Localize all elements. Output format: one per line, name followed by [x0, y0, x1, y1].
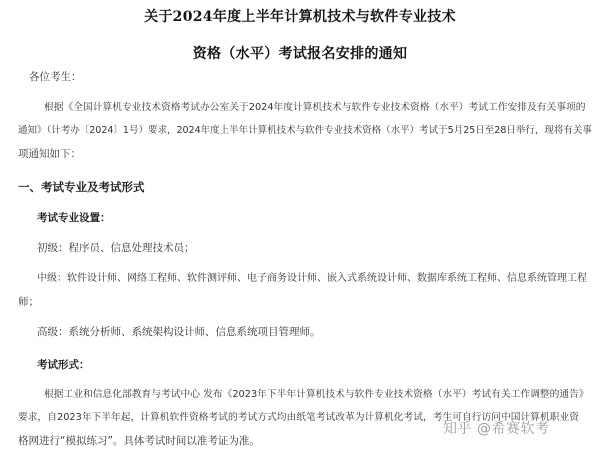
intro-line-3: 项通知如下：: [18, 148, 81, 160]
document-title-line-1: 关于2024年度上半年计算机技术与软件专业技术: [144, 9, 456, 25]
format-paragraph-line-3: 格网进行“模拟练习”。具体考试时间以准考证为准。: [18, 435, 260, 447]
section-heading-exam-subjects: 一、考试专业及考试形式: [18, 180, 145, 194]
document-title-line-2: 资格（水平）考试报名安排的通知: [192, 46, 408, 62]
format-paragraph-line-1: 根据工业和信息化部教育与考试中心 发布《2023年下半年计算机技术与软件专业技术资格（水平）考试有关工作调整的通告》: [44, 389, 589, 400]
zhihu-watermark: 知乎 @希赛软考: [443, 421, 550, 437]
salutation: 各位考生：: [29, 71, 82, 83]
format-paragraph-line-2: 要求，自2023年下半年起，计算机软件资格考试的考试方式均由纸笔考试改革为计算机化考试，考生可自行访问中国计算机职业资: [18, 412, 580, 423]
intermediate-level-list-line-1: 中级：软件设计师、网络工程师、软件测评师、电子商务设计师、嵌入式系统设计师、数据库系统工程师、信息系统管理工程: [37, 273, 587, 284]
intro-line-1: 根据《全国计算机专业技术资格考试办公室关于2024年度计算机技术与软件专业技术资格（水平）考试工作安排及有关事项的: [44, 102, 586, 113]
intermediate-level-list-line-2: 师；: [18, 296, 39, 308]
intro-line-2: 通知》（计考办〔2024〕1号）要求，2024年度上半年计算机技术与软件专业技术资格（水平）考试于5月25日至28日举行，现将有关事: [18, 125, 592, 136]
junior-level-list: 初级：程序员、信息处理技术员；: [37, 242, 195, 254]
senior-level-list: 高级：系统分析师、系统架构设计师、信息系统项目管理师。: [37, 326, 321, 338]
subheading-exam-format: 考试形式：: [37, 359, 90, 371]
subheading-subjects: 考试专业设置：: [37, 212, 111, 224]
